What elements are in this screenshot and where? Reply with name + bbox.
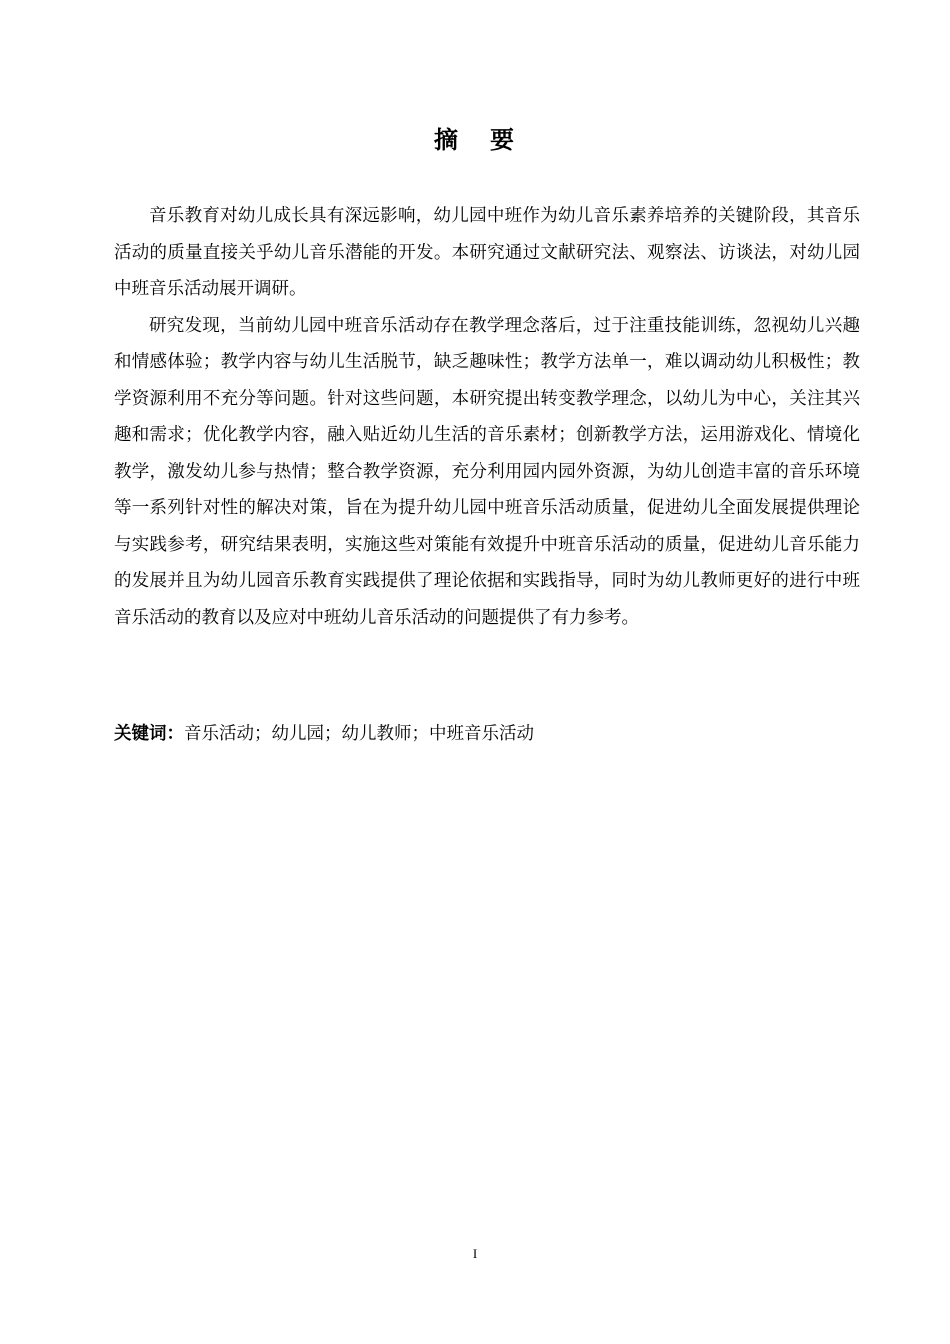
abstract-body [114,198,860,636]
page-title [0,120,950,155]
abstract-paragraph-1: 音乐教育对幼儿成长具有深远影响，幼儿园中班作为幼儿音乐素养培养的关键阶段，其音乐活动的质量直接关乎幼儿音乐潜能的开发。本研究通过文献研究法、观察法、访谈法，对幼儿园中班音乐活动展开调研。 [114,206,860,299]
abstract-paragraph-2: 研究发现，当前幼儿园中班音乐活动存在教学理念落后，过于注重技能训练，忽视幼儿兴趣和情感体验；教学内容与幼儿生活脱节，缺乏趣味性；教学方法单一，难以调动幼儿积极性；教学资源利用不充分等问题。针对这些问题，本研究提出转变教学理念，以幼儿为中心，关注其兴趣和需求；优化教学内容，融入贴近幼儿生活的音乐素材；创新教学方法，运用游戏化、情境化教学，激发幼儿参与热情；整合教学资源，充分利用园内园外资源，为幼儿创造丰富的音乐环境等一系列针对性的解决对策，旨在为提升幼儿园中班音乐活动质量，促进幼儿全面发展提供理论与实践参考，研究结果表明，实施这些对策能有效提升中班音乐活动的质量，促进幼儿音乐能力的发展并且为幼儿园音乐教育实践提供了理论依据和实践指导，同时为幼儿教师更好的进行中班音乐活动的教育以及应对中班幼儿音乐活动的问题提供了有力参考。 [114,315,860,628]
title-part-2: 要 [490,126,516,154]
keywords-text: 音乐活动；幼儿园；幼儿教师；中班音乐活动 [184,724,534,744]
page-number: I [472,1246,478,1261]
keywords-line [114,716,860,752]
title-part-1: 摘 [434,126,460,154]
keywords-label: 关键词： [114,724,184,744]
